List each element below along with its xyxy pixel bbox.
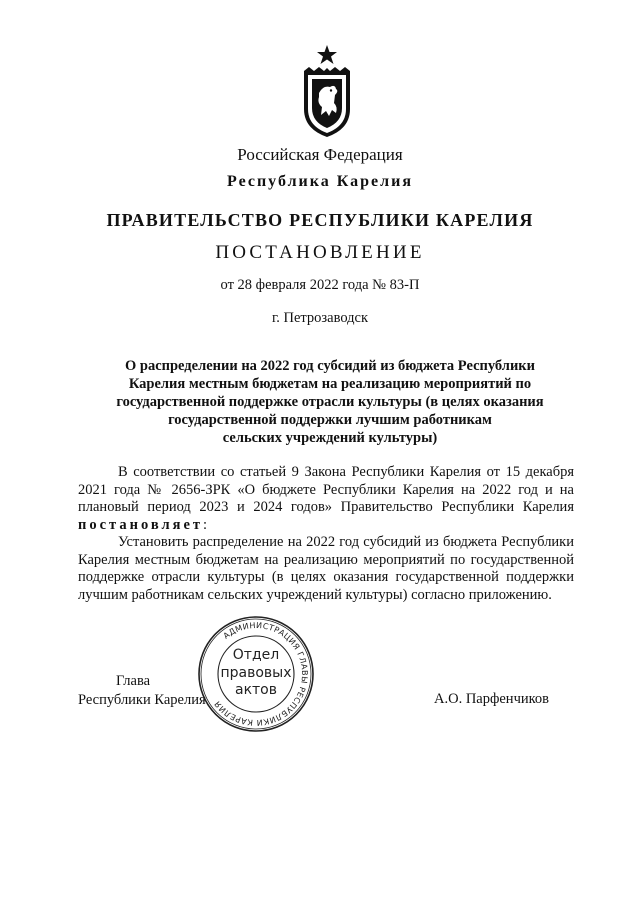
signatory-title bbox=[78, 672, 206, 710]
republic-name: Республика Карелия bbox=[227, 173, 413, 190]
svg-text:правовых: правовых bbox=[220, 665, 292, 681]
preamble-colon: : bbox=[203, 516, 208, 533]
subject-line: государственной поддержки лучшим работникам bbox=[168, 412, 492, 428]
preamble-paragraph bbox=[78, 464, 574, 534]
subject-line: государственной поддержке отрасли культуры (в целях оказания bbox=[116, 394, 544, 410]
document-city: г. Петрозаводск bbox=[271, 310, 369, 326]
resolution-paragraph: Установить распределение на 2022 год субсидий из бюджета Республики Карелия местным бюджетам на реализацию мероприятий по государственной поддержке отрасли культуры (в целях оказания государственной поддержки лучшим работникам сельских учреждений культуры) согласно приложению. bbox=[78, 534, 574, 603]
karelia-coat-of-arms-icon bbox=[300, 43, 354, 139]
document-subject bbox=[98, 357, 562, 447]
signatory-title-line2: Республики Карелия bbox=[78, 692, 206, 708]
government-title: ПРАВИТЕЛЬСТВО РЕСПУБЛИКИ КАРЕЛИЯ bbox=[106, 210, 534, 230]
svg-text:АДМИНИСТРАЦИЯ ГЛАВЫ РЕСПУБЛИКИ: АДМИНИСТРАЦИЯ ГЛАВЫ РЕСПУБЛИКИ КАРЕЛИЯ bbox=[212, 620, 310, 728]
subject-line: О распределении на 2022 год субсидий из бюджета Республики bbox=[124, 358, 536, 374]
signatory-title-line1: Глава bbox=[116, 673, 151, 689]
document-body bbox=[78, 464, 574, 604]
subject-line: Карелия местным бюджетам на реализацию мероприятий по bbox=[128, 376, 532, 392]
resolves-word: постановляет bbox=[78, 516, 204, 533]
official-stamp-icon bbox=[196, 614, 316, 734]
document-type: ПОСТАНОВЛЕНИЕ bbox=[215, 242, 425, 263]
document-date-number: от 28 февраля 2022 года № 83-П bbox=[220, 277, 420, 293]
country-name: Российская Федерация bbox=[237, 145, 403, 164]
signatory-name: А.О. Парфенчиков bbox=[434, 691, 550, 707]
preamble-text: В соответствии со статьей 9 Закона Республики Карелия от 15 декабря 2021 года № 2656-ЗРК «О бюджете Республики Карелия на 2022 год и на плановый период 2023 и 2024 годов» Правительство Республики Карелия bbox=[78, 464, 574, 515]
subject-line: сельских учреждений культуры) bbox=[222, 430, 438, 446]
svg-text:Отдел: Отдел bbox=[232, 647, 280, 663]
svg-text:актов: актов bbox=[234, 682, 278, 698]
